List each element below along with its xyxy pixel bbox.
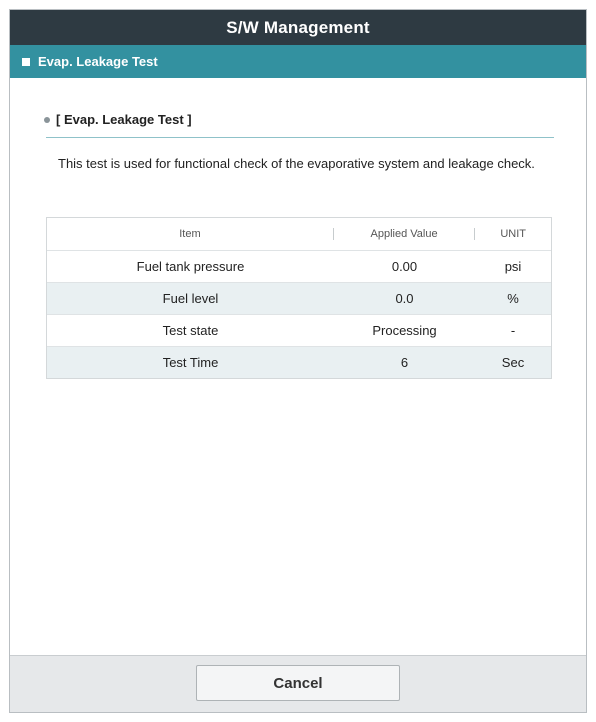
panel-heading-text: [ Evap. Leakage Test ] (56, 112, 192, 127)
table-row (47, 250, 551, 282)
content-area (10, 78, 586, 656)
row-unit: % (507, 291, 519, 306)
column-header-item: Item (179, 228, 201, 240)
table-header-row (47, 218, 551, 250)
section-bar (10, 45, 586, 78)
row-unit: - (510, 323, 516, 338)
panel-heading (44, 112, 192, 127)
table-row (47, 346, 551, 378)
row-value: 6 (400, 355, 409, 370)
footer-bar (10, 655, 586, 712)
window-title: S/W Management (10, 10, 586, 45)
table-row (47, 282, 551, 314)
section-title: Evap. Leakage Test (38, 54, 158, 69)
square-bullet-icon (22, 58, 30, 66)
row-value: 0.00 (391, 259, 418, 274)
row-item: Test state (162, 323, 219, 338)
row-item: Fuel level (162, 291, 219, 306)
row-value: 0.0 (395, 291, 414, 306)
row-value: Processing (372, 323, 437, 338)
column-header-applied-value: Applied Value (333, 228, 474, 240)
cancel-button[interactable]: Cancel (196, 665, 400, 701)
table-row (47, 314, 551, 346)
row-unit: psi (504, 259, 522, 274)
sw-management-window (9, 9, 587, 713)
bullet-dot-icon (44, 117, 50, 123)
row-item: Fuel tank pressure (136, 259, 245, 274)
heading-divider (46, 137, 554, 138)
row-item: Test Time (162, 355, 219, 370)
data-table (46, 217, 552, 379)
test-description: This test is used for functional check of the evaporative system and leakage check. (58, 156, 535, 171)
row-unit: Sec (501, 355, 525, 370)
column-header-unit: UNIT (474, 228, 551, 240)
